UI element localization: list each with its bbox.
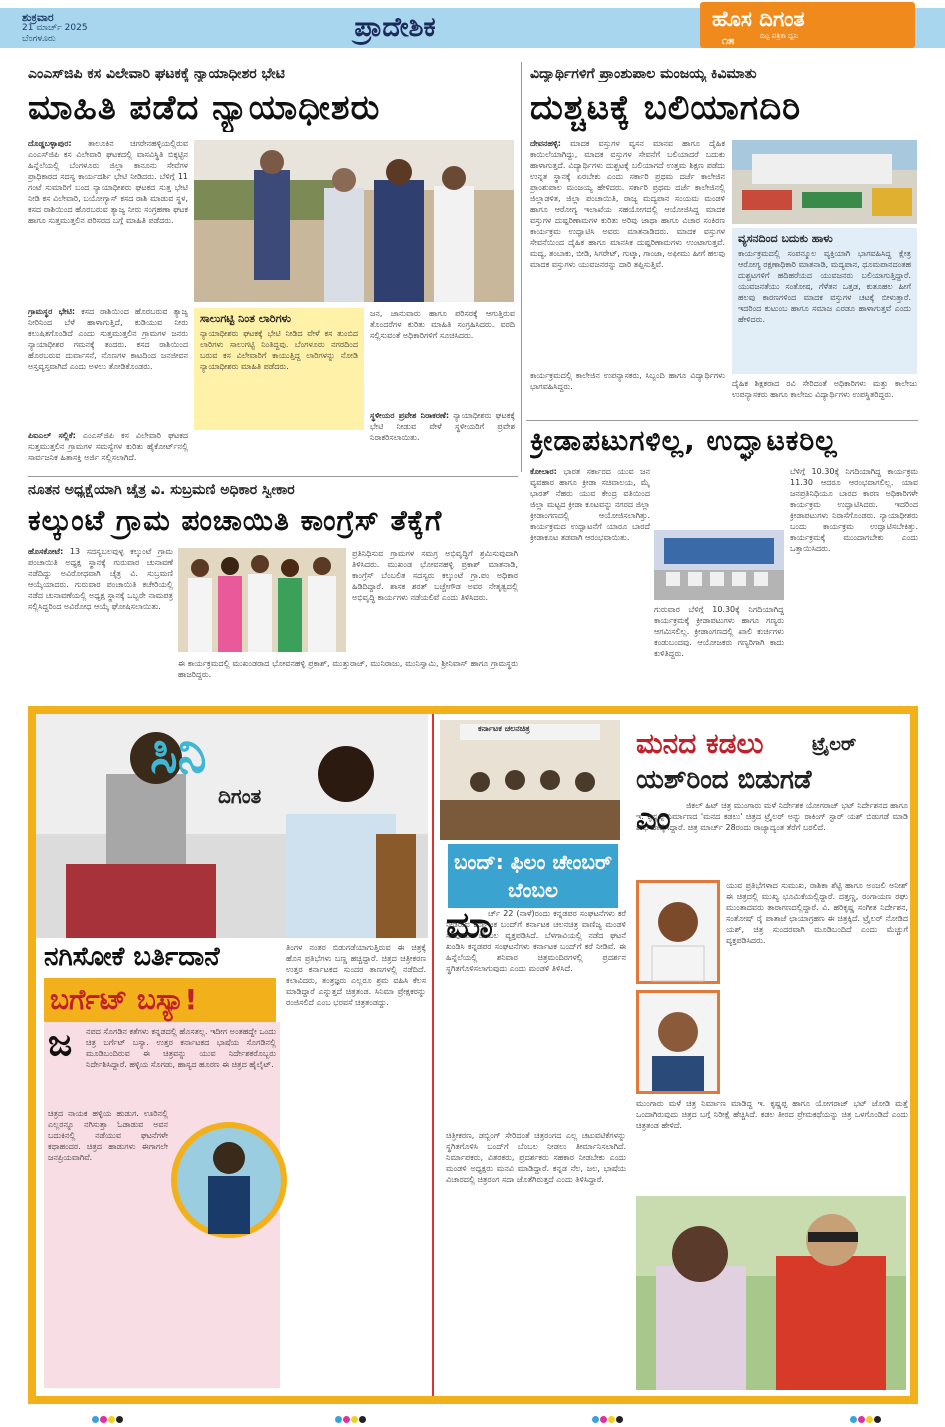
cinema-divider (432, 714, 434, 1396)
article2-text1: ಮಾದಕ ವಸ್ತುಗಳ ವ್ಯಸನ ಮಾನವ ಹಾಗೂ ದೈಹಿಕ ಕಾಯಿಲೆಯಾಗಿದ್ದು, ಮಾದಕ ವಸ್ತುಗಳ ಸೇವನೆಗೆ ಬಲಿಯಾದರೆ ಬದುಕು ಹಾಳಾಗುತ್ತದೆ. ವಿದ್ಯಾರ್ಥಿಗಳು ದುಶ್ಚಟಕ್ಕೆ ಬಲಿಯಾಗದೆ ಉತ್ತಮ ಶಿಕ್ಷಣ ಪಡೆದು ಉನ್ನತ ಸ್ಥಾನಕ್ಕೆ ಏರಬೇಕು ಎಂದು ಸರ್ಕಾರಿ ಪ್ರಥಮ ದರ್ಜೆ ಕಾಲೇಜಿನ ಪ್ರಾಂಶುಪಾಲ ಮಂಜಯ್ಯ ಹೇಳಿದರು. ಸರ್ಕಾರಿ ಪ್ರಥಮ ದರ್ಜೆ ಕಾಲೇಜಿನಲ್ಲಿ ಜಿಲ್ಲಾಡಳಿತ, ಜಿಲ್ಲಾ ಪಂಚಾಯಿತಿ, ರಾಜ್ಯ ಮದ್ಯಪಾನ ಸಂಯಮ ಮಂಡಳಿ ಹಾಗೂ ಆರೋಗ್ಯ ಇಲಾಖೆಯ ಸಹಯೋಗದಲ್ಲಿ ಆಯೋಜಿಸಿದ್ದ ಮಾದಕ ವಸ್ತುಗಳ ದುಷ್ಪರಿಣಾಮಗಳ ಕುರಿತು ಅರಿವು ಜಾಥಾ ಹಾಗೂ ವಿಚಾರ ಸಂಕಿರಣ ಕಾರ್ಯಕ್ರಮ ಉದ್ಘಾಟಿಸಿ ಅವರು ಮಾತನಾಡಿದರು. ಮಾದಕ ವಸ್ತುಗಳ ಸೇವನೆಯಿಂದ ದೈಹಿಕ ಹಾಗೂ ಮಾನಸಿಕ ದುಷ್ಪರಿಣಾಮಗಳು ಉಂಟಾಗುತ್ತವೆ. ಮದ್ಯ, ತಂಬಾಕು, ಬೀಡಿ, ಸಿಗರೇಟ್, ಗುಟ್ಕಾ, ಗಾಂಜಾ, ಅಫೀಮು ಹೀಗೆ ಹಲವು ಮಾದಕ ವಸ್ತುಗಳು ಯುವಜನರನ್ನು ದಾರಿ ತಪ್ಪಿಸುತ್ತಿವೆ. (530, 139, 725, 269)
article1-text3: ಎಂಎಸ್‌ಜಿಪಿ ಕಸ ವಿಲೇವಾರಿ ಘಟಕದ ಸುತ್ತಮುತ್ತಲಿನ ಗ್ರಾಮಗಳ ಸಮಸ್ಯೆಗಳ ಕುರಿತು ಹೈಕೋರ್ಟ್‌ನಲ್ಲಿ ಸಾರ್ವಜನಿಕ ಹಿತಾಸಕ್ತಿ ಅರ್ಜಿ ಸಲ್ಲಿಸಲಾಗಿದೆ. (28, 431, 188, 462)
article2-body1 (530, 138, 725, 368)
story3-photo (636, 1196, 906, 1390)
story2-dropcap: ಮಾ (446, 905, 493, 946)
article3-body1 (530, 466, 650, 688)
story2-body1: ರ್ಚ್ 22 (ನಾಳೆ)ರಂದು ಕನ್ನಡಪರ ಸಂಘಟನೆಗಳು ಕರೆ ನೀಡಿರುವ ಕರ್ನಾಟಕ ಬಂದ್‌ಗೆ ಕರ್ನಾಟಕ ಚಲನಚಿತ್ರ ವಾಣಿಜ್ಯ ಮಂಡಳಿ ಸಂಪೂರ್ಣ ಬೆಂಬಲ ವ್ಯಕ್ತಪಡಿಸಿದೆ. ಬೆಳಗಾವಿಯಲ್ಲಿ ನಡೆದ ಘಟನೆ ಖಂಡಿಸಿ ಕನ್ನಡಪರ ಸಂಘಟನೆಗಳು ಕರ್ನಾಟಕ ಬಂದ್‌ಗೆ ಕರೆ ನೀಡಿವೆ. ಈ ಹಿನ್ನೆಲೆಯಲ್ಲಿ ಶನಿವಾರ ಚಿತ್ರಮಂದಿರಗಳಲ್ಲಿ ಪ್ರದರ್ಶನ ಸ್ಥಗಿತಗೊಳಿಸಲಾಗುವುದು ಎಂದು ಮಂಡಳಿ ತಿಳಿಸಿದೆ. (446, 909, 626, 973)
logo-tagline: ದಿಟ್ಟ ಪತ್ರಿಕಾ ಧ್ವನಿ (760, 32, 798, 40)
article2-dateline: ದೇವನಹಳ್ಳಿ: (530, 139, 561, 148)
article2-headline: ದುಶ್ಚಟಕ್ಕೆ ಬಲಿಯಾಗದಿರಿ (530, 88, 802, 128)
article3-body3: ಬೆಳಿಗ್ಗೆ 10.30ಕ್ಕೆ ನಿಗದಿಯಾಗಿದ್ದ ಕಾರ್ಯಕ್ರಮ 11.30 ಆದರೂ ಆರಂಭವಾಗಲಿಲ್ಲ. ಯಾವ ಜನಪ್ರತಿನಿಧಿಯೂ ಬಾರದ ಕಾರಣ ಅಧಿಕಾರಿಗಳೇ ಕಾರ್ಯಕ್ರಮ ಉದ್ಘಾಟಿಸಿದರು. ಇದರಿಂದ ಕ್ರೀಡಾಪಟುಗಳು ನಿರಾಸೆಗೊಂಡರು. ನ್ಯಾಯಾಧೀಶರು ಬಂದು ಕಾರ್ಯಕ್ರಮ ಉದ್ಘಾಟಿಸಬೇಕಿತ್ತು. ಕಾರ್ಯಕ್ರಮಕ್ಕೆ ಮುಂದಾಗಬೇಕು ಎಂದು ಒತ್ತಾಯಿಸಿದರು. (790, 467, 918, 553)
article1-sub3: ಸ್ಥಳೀಯರ ಪ್ರವೇಶ ನಿರಾಕರಣೆ: (370, 411, 450, 420)
story3-body2: ಯುವ ಪ್ರತಿಭೆಗಳಾದ ಸುಮುಖ, ರಾಶಿಕಾ ಶೆಟ್ಟಿ ಹಾಗೂ ಅಂಜಲಿ ಅನೀಶ್ ಈ ಚಿತ್ರದಲ್ಲಿ ಮುಖ್ಯ ಭೂಮಿಕೆಯಲ್ಲಿದ್ದಾರೆ. ದತ್ತಣ್ಣ, ರಂಗಾಯಣ ರಘು ಮುಂತಾದವರು ತಾರಾಗಣದಲ್ಲಿದ್ದಾರೆ. ವಿ. ಹರಿಕೃಷ್ಣ ಸಂಗೀತ ನಿರ್ದೇಶನ, ಸಂತೋಷ್ ರೈ ಪಾತಾಜೆ ಛಾಯಾಗ್ರಹಣ ಈ ಚಿತ್ರಕ್ಕಿದೆ. ಟ್ರೈಲರ್ ನೋಡಿದ ಯಶ್, ಚಿತ್ರ ಸುಂದರವಾಗಿ ಮೂಡಿಬಂದಿದೆ ಎಂದು ಮೆಚ್ಚುಗೆ ವ್ಯಕ್ತಪಡಿಸಿದರು. (726, 881, 908, 945)
article4-dateline: ಹೊಸಕೋಟೆ: (28, 547, 64, 556)
story3-body1: ಜಿಕಲ್ ಹಿಟ್ ಚಿತ್ರ ಮುಂಗಾರು ಮಳೆ ನಿರ್ದೇಶಕ ಯೋಗರಾಜ್ ಭಟ್ ನಿರ್ದೇಶನದ ಹಾಗೂ ಇ. ಕೃಷ್ಣಪ್ಪ ನಿರ್ಮಾಣದ 'ಮನದ ಕಡಲು' ಚಿತ್ರದ ಟ್ರೈಲರ್ ಅನ್ನು ರಾಕಿಂಗ್ ಸ್ಟಾರ್ ಯಶ್ ಬಿಡುಗಡೆ ಮಾಡಿ ಶುಭ ಹಾರೈಸಿದ್ದಾರೆ. ಚಿತ್ರ ಮಾರ್ಚ್ 28ರಂದು ರಾಜ್ಯಾದ್ಯಂತ ತೆರೆಗೆ ಬರಲಿದೆ. (636, 801, 908, 832)
story3-headline-c: ಯಶ್‌ರಿಂದ ಬಿಡುಗಡೆ (636, 765, 812, 795)
story2-headline: ಬಂದ್: ಫಿಲಂ ಚೇಂಬರ್ ಬೆಂಬಲ (453, 850, 613, 902)
article2-sidebox (732, 228, 917, 374)
article1-body1 (28, 138, 188, 306)
story1-dropcap: ಜ (48, 1023, 73, 1064)
section-title: ಪ್ರಾದೇಶಿಕ (354, 12, 436, 43)
city-label: ಬೆಂಗಳೂರು (22, 34, 56, 44)
logo-text: ಹೊಸ ದಿಗಂತ (712, 7, 805, 31)
print-dots-3 (592, 1408, 624, 1416)
story2-banner: ಕರ್ನಾಟಕ ಚಲನಚಿತ್ರ (478, 724, 530, 733)
print-dots-4 (850, 1408, 882, 1416)
date-label: 21 ಮಾರ್ಚ್ 2025 (22, 23, 88, 33)
story3-headline-b: ಟ್ರೈಲರ್ (812, 734, 857, 755)
article1-kicker: ಎಂಎಸ್‌ಜಿಪಿ ಕಸ ವಿಲೇವಾರಿ ಘಟಕಕ್ಕೆ ನ್ಯಾಯಾಧೀಶರ ಭೇಟಿ (28, 66, 285, 82)
cinema-brand-small: ದಿಗಂತ (218, 784, 262, 808)
story1-body3: ತಿಂಗಳ ನಂತರ ಬಿಡುಗಡೆಯಾಗುತ್ತಿರುವ ಈ ಚಿತ್ರಕ್ಕೆ ಹೊಸ ಪ್ರತಿಭೆಗಳು ಬಣ್ಣ ಹಚ್ಚಿದ್ದಾರೆ. ಚಿತ್ರದ ಚಿತ್ರೀಕರಣ ಉತ್ತರ ಕರ್ನಾಟಕದ ಸುಂದರ ತಾಣಗಳಲ್ಲಿ ನಡೆದಿದೆ. ಕಲಾವಿದರು, ತಂತ್ರಜ್ಞರು ಎಲ್ಲರೂ ಶ್ರಮ ವಹಿಸಿ ಕೆಲಸ ಮಾಡಿದ್ದಾರೆ ಎನ್ನುತ್ತದೆ ಚಿತ್ರತಂಡ. ಸಿನಿಮಾ ಪ್ರೇಕ್ಷಕರನ್ನು ರಂಜಿಸಲಿದೆ ಎಂಬ ಭರವಸೆ ಚಿತ್ರತಂಡದ್ದು. (286, 943, 426, 1007)
article1-body4: ಜನ, ಜಾನುವಾರು ಹಾಗೂ ಪರಿಸರಕ್ಕೆ ಆಗುತ್ತಿರುವ ತೊಂದರೆಗಳ ಕುರಿತು ಮಾಹಿತಿ ಸಂಗ್ರಹಿಸಿದರು. ವರದಿ ಸಲ್ಲಿಸುವಂತೆ ಅಧಿಕಾರಿಗಳಿಗೆ ಸೂಚಿಸಿದರು. (370, 309, 515, 340)
article1-body3 (28, 430, 188, 464)
print-dots-1 (92, 1408, 124, 1416)
article4-text1: 13 ಸದಸ್ಯಬಲವುಳ್ಳ ಕಲ್ಕುಂಟೆ ಗ್ರಾಮ ಪಂಚಾಯಿತಿ ಅಧ್ಯಕ್ಷ ಸ್ಥಾನಕ್ಕೆ ಗುರುವಾರ ಚುನಾವಣೆ ನಡೆದಿದ್ದು ಅವಿರೋಧವಾಗಿ ಚೈತ್ರ ವಿ. ಸುಬ್ರಮಣಿ ಆಯ್ಕೆಯಾದರು. ಗುರುವಾರ ಪಂಚಾಯಿತಿ ಕಚೇರಿಯಲ್ಲಿ ನಡೆದ ಚುನಾವಣೆಯಲ್ಲಿ ಅಧ್ಯಕ್ಷ ಸ್ಥಾನಕ್ಕೆ ಒಬ್ಬರೇ ನಾಮಪತ್ರ ಸಲ್ಲಿಸಿದ್ದರಿಂದ ಅವಿರೋಧ ಆಯ್ಕೆ ಘೋಷಿಸಲಾಯಿತು. (28, 547, 173, 611)
article1-sub2: ಪಿಐಎಲ್ ಸಲ್ಲಿಕೆ: (28, 431, 76, 440)
article1-body5 (370, 410, 515, 466)
article4-body3: ಈ ಕಾರ್ಯಕ್ರಮದಲ್ಲಿ ಮುಖಂಡರಾದ ಭೋವನಹಳ್ಳಿ ಪ್ರಕಾಶ್, ಮುತ್ತುರಾಜ್, ಮುನಿರಾಜು, ಮುನಿಸ್ವಾಮಿ, ಶ್ರೀನಿವಾಸ್ ಹಾಗೂ ಗ್ರಾಮಸ್ಥರು ಹಾಜರಿದ್ದರು. (178, 659, 518, 679)
story3-portrait-2 (636, 990, 720, 1094)
story2-body2: ಚಿತ್ರೀಕರಣ, ಡಬ್ಬಿಂಗ್ ಸೇರಿದಂತೆ ಚಿತ್ರರಂಗದ ಎಲ್ಲ ಚಟುವಟಿಕೆಗಳನ್ನು ಸ್ಥಗಿತಗೊಳಿಸಿ ಬಂದ್‌ಗೆ ಬೆಂಬಲ ನೀಡಲು ತೀರ್ಮಾನಿಸಲಾಗಿದೆ. ನಿರ್ಮಾಪಕರು, ವಿತರಕರು, ಪ್ರದರ್ಶಕರು ಸಹಕಾರ ನೀಡಬೇಕು ಎಂದು ಮಂಡಳಿ ಅಧ್ಯಕ್ಷರು ಮನವಿ ಮಾಡಿದ್ದಾರೆ. ಕನ್ನಡ ನೆಲ, ಜಲ, ಭಾಷೆಯ ವಿಚಾರದಲ್ಲಿ ಚಿತ್ರರಂಗ ಸದಾ ಜೊತೆಗಿರುತ್ತದೆ ಎಂದು ತಿಳಿಸಿದ್ದಾರೆ. (446, 1131, 626, 1184)
article4-headline: ಕಲ್ಕುಂಟೆ ಗ್ರಾಮ ಪಂಚಾಯಿತಿ ಕಾಂಗ್ರೆಸ್ ತೆಕ್ಕೆಗೆ (28, 504, 443, 537)
article3-photo (654, 530, 784, 600)
article4-kicker: ನೂತನ ಅಧ್ಯಕ್ಷೆಯಾಗಿ ಚೈತ್ರ ವಿ. ಸುಬ್ರಮಣಿ ಅಧಿಕಾರ ಸ್ವೀಕಾರ (28, 482, 295, 498)
article1-text2: ಕಸದ ರಾಶಿಯಿಂದ ಹೊರಬರುವ ತ್ಯಾಜ್ಯ ನೀರಿನಿಂದ ಬೆಳೆ ಹಾಳಾಗುತ್ತಿದೆ, ಕುಡಿಯುವ ನೀರು ಕಲುಷಿತಗೊಂಡಿದೆ ಎಂದು ಸುತ್ತಮುತ್ತಲಿನ ಗ್ರಾಮಗಳ ಜನರು ನ್ಯಾಯಾಧೀಶರ ಗಮನಕ್ಕೆ ತಂದರು. ಕಸದ ರಾಶಿಯಿಂದ ಹೊರಬರುವ ದುರ್ವಾಸನೆ, ನೊಣಗಳ ಕಾಟದಿಂದ ಜನಜೀವನ ಅಸ್ತವ್ಯಸ್ತವಾಗಿದೆ ಎಂದು ಅಳಲು ತೋಡಿಕೊಂಡರು. (28, 307, 188, 371)
story3-dropcap: ಎಂ (636, 799, 671, 837)
article3-text1: ಭಾರತ ಸರ್ಕಾರದ ಯುವ ಜನ ವ್ಯವಹಾರ ಹಾಗೂ ಕ್ರೀಡಾ ಸಚಿವಾಲಯ, ಮೈ ಭಾರತ್ ನೆಹರು ಯುವ ಕೇಂದ್ರ ವತಿಯಿಂದ ಜಿಲ್ಲಾ ಮಟ್ಟದ ಕ್ರೀಡಾ ಕೂಟವನ್ನು ನಗರದ ಜಿಲ್ಲಾ ಕ್ರೀಡಾಂಗಣದಲ್ಲಿ ಆಯೋಜಿಸಲಾಗಿತ್ತು. ಕಾರ್ಯಕ್ರಮದ ಉದ್ಘಾಟನೆಗೆ ಯಾರೂ ಬಾರದೆ ಕ್ರೀಡಾಕೂಟ ತಡವಾಗಿ ಆರಂಭವಾಯಿತು. (530, 467, 650, 542)
article3-dateline: ಕೋಲಾರ: (530, 467, 557, 476)
story1-body2: ಚಿತ್ರದ ನಾಯಕ ಹಳ್ಳಿಯ ಹುಡುಗ. ಊರಿನಲ್ಲಿ ಎಲ್ಲರನ್ನೂ ನಗಿಸುತ್ತಾ ಓಡಾಡುವ ಅವನ ಬದುಕಿನಲ್ಲಿ ನಡೆಯುವ ಘಟನೆಗಳೇ ಕಥಾಹಂದರ. ಚಿತ್ರದ ಹಾಡುಗಳು ಈಗಾಗಲೇ ಜನಪ್ರಿಯವಾಗಿವೆ. (48, 1109, 168, 1162)
page-number: ೧೫ (722, 34, 735, 47)
article1-text5: ನ್ಯಾಯಾಧೀಶರು ಘಟಕಕ್ಕೆ ಭೇಟಿ ನೀಡುವ ವೇಳೆ ಸ್ಥಳೀಯರಿಗೆ ಪ್ರವೇಶ ನಿರಾಕರಿಸಲಾಯಿತು. (370, 411, 515, 442)
story3-body3: ಮುಂಗಾರು ಮಳೆ ಚಿತ್ರ ನಿರ್ಮಾಣ ಮಾಡಿದ್ದ ಇ. ಕೃಷ್ಣಪ್ಪ ಹಾಗೂ ಯೋಗರಾಜ್ ಭಟ್ ಜೋಡಿ ಮತ್ತೆ ಒಂದಾಗಿರುವುದು ಚಿತ್ರದ ಬಗ್ಗೆ ನಿರೀಕ್ಷೆ ಹೆಚ್ಚಿಸಿದೆ. ಕಡಲ ತೀರದ ಪ್ರೇಮಕಥೆಯನ್ನು ಚಿತ್ರ ಒಳಗೊಂಡಿದೆ ಎಂದು ಚಿತ್ರತಂಡ ಹೇಳಿದೆ. (636, 1099, 908, 1130)
article1-body2 (28, 306, 188, 396)
article1-headline: ಮಾಹಿತಿ ಪಡೆದ ನ್ಯಾಯಾಧೀಶರು (28, 88, 381, 128)
story2-photo (440, 720, 620, 840)
print-dots-2 (335, 1408, 367, 1416)
article4-body2: ಪ್ರತಿನಿಧಿಸುವ ಗ್ರಾಮಗಳ ಸಮಗ್ರ ಅಭಿವೃದ್ಧಿಗೆ ಶ್ರಮಿಸುವುದಾಗಿ ತಿಳಿಸಿದರು. ಮುಖಂಡ ಭೋವನಹಳ್ಳಿ ಪ್ರಕಾಶ್ ಮಾತನಾಡಿ, ಕಾಂಗ್ರೆಸ್ ಬೆಂಬಲಿತ ಸದಸ್ಯರು ಕಲ್ಕುಂಟೆ ಗ್ರಾ.ಪಂ ಅಧಿಕಾರ ಹಿಡಿದಿದ್ದಾರೆ. ಶಾಸಕ ಶರತ್ ಬಚ್ಚೇಗೌಡ ಅವರ ನೇತೃತ್ವದಲ್ಲಿ ಅಭಿವೃದ್ಧಿ ಕಾರ್ಯಗಳು ನಡೆಯಲಿವೆ ಎಂದು ತಿಳಿಸಿದರು. (352, 549, 518, 602)
story1-actor-photo (170, 1118, 288, 1242)
article2-box-body: ಕಾರ್ಯಕ್ರಮದಲ್ಲಿ ಸಂಪನ್ಮೂಲ ವ್ಯಕ್ತಿಯಾಗಿ ಭಾಗವಹಿಸಿದ್ದ ಕ್ಷೇತ್ರ ಆರೋಗ್ಯ ರಕ್ಷಣಾಧಿಕಾರಿ ಮಾತನಾಡಿ, ಮದ್ಯಪಾನ, ಧೂಮಪಾನದಂತಹ ದುಶ್ಚಟಗಳಿಗೆ ಹದಿಹರೆಯದ ಯುವಜನರು ಬಲಿಯಾಗುತ್ತಿದ್ದಾರೆ. ಯುವಜನತೆಯು ಸಂತೋಷ, ಗೆಳೆತನ ಒತ್ತಡ, ಕುತೂಹಲ ಹೀಗೆ ಹಲವು ಕಾರಣಗಳಿಂದ ಮಾದಕ ವಸ್ತುಗಳ ಚಟಕ್ಕೆ ಬೀಳುತ್ತಾರೆ. ಇದರಿಂದ ಕುಟುಂಬ ಹಾಗೂ ಸಮಾಜ ಎರಡೂ ಹಾಳಾಗುತ್ತವೆ ಎಂದು ಹೇಳಿದರು. (738, 249, 911, 324)
article1-sidebox (194, 308, 364, 430)
article1-dateline: ದೊಡ್ಡಬಳ್ಳಾಪುರ: (28, 139, 72, 148)
day-label: ಶುಕ್ರವಾರ (22, 11, 54, 24)
story1-kicker: ನಗಿಸೋಕೆ ಬರ್ತಿದಾನೆ (44, 942, 220, 972)
article1-text1: ತಾಲೂಕಿನ ಚಿಗರೇನಹಳ್ಳಿಯಲ್ಲಿರುವ ಎಂಎಸ್‌ಜಿಪಿ ಕಸ ವಿಲೇವಾರಿ ಘಟಕದಲ್ಲಿ ವಾಸವಿಸ್ಥಿತಿ ಬಿಕ್ಕಟ್ಟಿನ ಹಿನ್ನೆಲೆಯಲ್ಲಿ ಬೆಂಗಳೂರು ಜಿಲ್ಲಾ ಕಾನೂನು ಸೇವೆಗಳ ಪ್ರಾಧಿಕಾರದ ಸದಸ್ಯ ಕಾರ್ಯದರ್ಶಿ ಭೇಟಿ ನೀಡಿದರು. ಬೆಳಿಗ್ಗೆ 11 ಗಂಟೆ ಸುಮಾರಿಗೆ ಬಂದ ನ್ಯಾಯಾಧೀಶರು ಘಟಕದ ಸುತ್ತ ಭೇಟಿ ನೀಡಿ ಕಸ ವಿಲೇವಾರಿ, ಬಯೋಗ್ಯಾಸ್ ಕಸದ ರಾಶಿ ಮಾಡುವ ಸ್ಥಳ, ಕಸದ ರಾಶಿಯಿಂದ ಹೊರಬರುವ ತ್ಯಾಜ್ಯ ನೀರು ಸಂಗ್ರಹಣಾ ಘಟಕ ಹಾಗೂ ಸುತ್ತಮುತ್ತಲಿನ ಪರಿಸರದ ಬಗ್ಗೆ ಮಾಹಿತಿ ಪಡೆದರು. (28, 139, 188, 225)
article4-body1 (28, 546, 173, 686)
date-block (22, 12, 142, 48)
section-divider (28, 476, 518, 477)
section-divider (526, 420, 918, 421)
story1-body1: ನಪದ ಸೊಗಡಿನ ಕತೆಗಳು ಕನ್ನಡದಲ್ಲಿ ಹೊಸತಲ್ಲ. ಇದೀಗ ಅಂತಹದ್ದೇ ಒಂದು ಚಿತ್ರ ಬರ್ಗೆಟ್ ಬಸ್ಯಾ. ಉತ್ತರ ಕರ್ನಾಟಕದ ಭಾಷೆಯ ಸೊಗಡಿನಲ್ಲಿ ಮೂಡಿಬಂದಿರುವ ಈ ಚಿತ್ರವನ್ನು ಯುವ ನಿರ್ದೇಶಕರೊಬ್ಬರು ನಿರ್ದೇಶಿಸಿದ್ದಾರೆ. ಹಳ್ಳಿಯ ಸೊಗಡು, ಹಾಸ್ಯದ ಹೂರಣ ಈ ಚಿತ್ರದ ಹೈಲೈಟ್. (86, 1027, 276, 1069)
story3-portrait-1 (636, 880, 720, 984)
article2-box-title: ವ್ಯಸನದಿಂದ ಬದುಕು ಹಾಳು (738, 232, 833, 245)
story1-headline: ಬರ್ಗೆಟ್ ಬಸ್ಯಾ! (50, 983, 198, 1016)
article1-sub1: ಗ್ರಾಮಸ್ಥರ ಭೇಟಿ: (28, 307, 76, 316)
article2-body3: ದೈಹಿಕ ಶಿಕ್ಷಕರಾದ ರವಿ ಸೇರಿದಂತೆ ಅಧಿಕಾರಿಗಳು ಮತ್ತು ಕಾಲೇಜು ಉಪನ್ಯಾಸಕರು ಹಾಗೂ ಕಾಲೇಜು ವಿದ್ಯಾರ್ಥಿಗಳು ಉಪಸ್ಥಿತರಿದ್ದರು. (732, 379, 917, 399)
article2-kicker: ವಿದ್ಯಾರ್ಥಿಗಳಿಗೆ ಪ್ರಾಂಶುಪಾಲ ಮಂಜಯ್ಯ ಕಿವಿಮಾತು (530, 66, 757, 82)
article4-photo (178, 548, 346, 652)
cinema-brand-big: ಸಿನಿ (150, 725, 207, 785)
article2-photo (732, 140, 917, 224)
column-divider (521, 62, 522, 472)
story3-headline-a: ಮನದ ಕಡಲು (636, 727, 764, 760)
article2-body2: ಕಾರ್ಯಕ್ರಮದಲ್ಲಿ ಕಾಲೇಜಿನ ಉಪನ್ಯಾಸಕರು, ಸಿಬ್ಬಂದಿ ಹಾಗೂ ವಿದ್ಯಾರ್ಥಿಗಳು ಭಾಗವಹಿಸಿದ್ದರು. (530, 371, 725, 391)
article1-box-title: ಸಾಲುಗಟ್ಟಿ ನಿಂತ ಲಾರಿಗಳು (200, 312, 291, 325)
article3-headline: ಕ್ರೀಡಾಪಟುಗಳಿಲ್ಲ, ಉದ್ಘಾಟಕರಿಲ್ಲ (530, 424, 838, 457)
article1-photo (194, 140, 514, 302)
article3-body2: ಗುರುವಾರ ಬೆಳಿಗ್ಗೆ 10.30ಕ್ಕೆ ನಿಗದಿಯಾಗಿದ್ದ ಕಾರ್ಯಕ್ರಮಕ್ಕೆ ಕ್ರೀಡಾಪಟುಗಳು ಹಾಗೂ ಗಣ್ಯರು ಆಗಮಿಸಲಿಲ್ಲ. ಕ್ರೀಡಾಂಗಣದಲ್ಲಿ ಖಾಲಿ ಕುರ್ಚಿಗಳು ಕಂಡುಬಂದವು. ಆಯೋಜಕರು ಗಣ್ಯರಿಗಾಗಿ ಕಾದು ಕುಳಿತಿದ್ದರು. (654, 605, 784, 658)
article1-box-body: ನ್ಯಾಯಾಧೀಶರು ಘಟಕಕ್ಕೆ ಭೇಟಿ ನೀಡಿದ ವೇಳೆ ಕಸ ತುಂಬಿದ ಲಾರಿಗಳು ಸಾಲುಗಟ್ಟಿ ನಿಂತಿದ್ದವು. ಬೆಂಗಳೂರು ನಗರದಿಂದ ಬರುವ ಕಸ ವಿಲೇವಾರಿಗೆ ಕಾಯುತ್ತಿದ್ದ ಲಾರಿಗಳನ್ನು ನೋಡಿ ನ್ಯಾಯಾಧೀಶರು ಮಾಹಿತಿ ಪಡೆದರು. (200, 329, 358, 371)
